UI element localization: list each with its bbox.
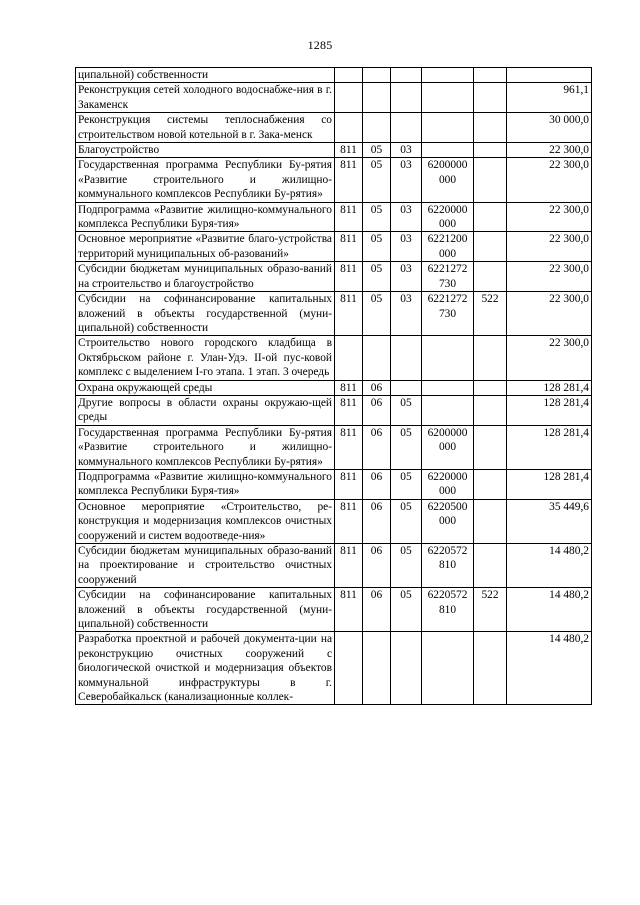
- section-code-cell: [363, 68, 391, 83]
- amount-cell: 128 281,4: [507, 395, 592, 425]
- ministry-code-cell: 811: [335, 380, 363, 395]
- expense-type-cell: [474, 113, 507, 143]
- target-article-cell: 6221272 730: [422, 262, 474, 292]
- expense-type-cell: [474, 83, 507, 113]
- expense-type-cell: [474, 499, 507, 543]
- expense-type-cell: [474, 202, 507, 232]
- target-article-cell: [422, 83, 474, 113]
- section-code-cell: 06: [363, 588, 391, 632]
- table-row: [76, 83, 592, 113]
- item-name-cell: Государственная программа Республики Бу-рятия «Развитие строительного и жилищно-коммунального комплексов Республики Бу-рятия»: [76, 425, 335, 469]
- ministry-code-cell: 811: [335, 469, 363, 499]
- item-name-cell: Реконструкция системы теплоснабжения со строительством новой котельной в г. Зака-менск: [76, 113, 335, 143]
- item-name-cell: Субсидии бюджетам муниципальных образо-ваний на проектирование и строительство очистных сооружений: [76, 544, 335, 588]
- subsection-code-cell: 03: [391, 262, 422, 292]
- ministry-code-cell: 811: [335, 158, 363, 202]
- table-row: [76, 262, 592, 292]
- target-article-cell: [422, 143, 474, 158]
- subsection-code-cell: 03: [391, 292, 422, 336]
- amount-cell: 14 480,2: [507, 632, 592, 705]
- item-name-cell: Основное мероприятие «Развитие благо-устройства территорий муниципальных об-разований»: [76, 232, 335, 262]
- ministry-code-cell: [335, 336, 363, 380]
- item-name-cell: Основное мероприятие «Строительство, ре-конструкция и модернизация комплексов очистных сооружений и систем водоотведе-ния»: [76, 499, 335, 543]
- amount-cell: 30 000,0: [507, 113, 592, 143]
- expense-type-cell: [474, 143, 507, 158]
- ministry-code-cell: 811: [335, 292, 363, 336]
- subsection-code-cell: 05: [391, 425, 422, 469]
- table-row: [76, 425, 592, 469]
- section-code-cell: 05: [363, 232, 391, 262]
- target-article-cell: 6220000 000: [422, 202, 474, 232]
- target-article-cell: [422, 632, 474, 705]
- item-name-cell: Охрана окружающей среды: [76, 380, 335, 395]
- target-article-cell: 6221200 000: [422, 232, 474, 262]
- item-name-cell: Субсидии бюджетам муниципальных образо-ваний на строительство и благоустройство: [76, 262, 335, 292]
- item-name-cell: Подпрограмма «Развитие жилищно-коммунального комплекса Республики Буря-тия»: [76, 202, 335, 232]
- amount-cell: 128 281,4: [507, 469, 592, 499]
- section-code-cell: 06: [363, 380, 391, 395]
- ministry-code-cell: 811: [335, 202, 363, 232]
- target-article-cell: 6220000 000: [422, 469, 474, 499]
- target-article-cell: 6221272 730: [422, 292, 474, 336]
- budget-table-body: [76, 68, 592, 705]
- amount-cell: 961,1: [507, 83, 592, 113]
- ministry-code-cell: 811: [335, 544, 363, 588]
- section-code-cell: [363, 632, 391, 705]
- section-code-cell: [363, 113, 391, 143]
- expense-type-cell: [474, 262, 507, 292]
- subsection-code-cell: [391, 380, 422, 395]
- amount-cell: 22 300,0: [507, 292, 592, 336]
- section-code-cell: [363, 83, 391, 113]
- expense-type-cell: [474, 544, 507, 588]
- table-row: [76, 113, 592, 143]
- table-row: [76, 336, 592, 380]
- target-article-cell: [422, 380, 474, 395]
- item-name-cell: ципальной) собственности: [76, 68, 335, 83]
- target-article-cell: [422, 395, 474, 425]
- target-article-cell: [422, 336, 474, 380]
- ministry-code-cell: 811: [335, 232, 363, 262]
- amount-cell: 22 300,0: [507, 143, 592, 158]
- item-name-cell: Строительство нового городского кладбища в Октябрьском районе г. Улан-Удэ. II-ой пус-ковой комплекс с выделением I-го этапа. 1 этап. 3 очередь: [76, 336, 335, 380]
- table-row: [76, 632, 592, 705]
- expense-type-cell: [474, 232, 507, 262]
- amount-cell: 35 449,6: [507, 499, 592, 543]
- expense-type-cell: [474, 469, 507, 499]
- expense-type-cell: [474, 336, 507, 380]
- subsection-code-cell: [391, 68, 422, 83]
- subsection-code-cell: 03: [391, 143, 422, 158]
- item-name-cell: Разработка проектной и рабочей документа-ции на реконструкцию очистных сооружений с биологической очисткой и модернизация объектов коммунальной инфраструктуры в г. Северобайкальск (канализационные коллек-: [76, 632, 335, 705]
- amount-cell: 22 300,0: [507, 158, 592, 202]
- subsection-code-cell: 03: [391, 158, 422, 202]
- table-row: [76, 544, 592, 588]
- subsection-code-cell: 03: [391, 232, 422, 262]
- subsection-code-cell: 05: [391, 544, 422, 588]
- table-row: [76, 499, 592, 543]
- table-row: [76, 380, 592, 395]
- expense-type-cell: 522: [474, 292, 507, 336]
- table-row: [76, 588, 592, 632]
- table-row: [76, 469, 592, 499]
- target-article-cell: 6220500 000: [422, 499, 474, 543]
- ministry-code-cell: 811: [335, 143, 363, 158]
- item-name-cell: Реконструкция сетей холодного водоснабже-ния в г. Закаменск: [76, 83, 335, 113]
- amount-cell: 14 480,2: [507, 588, 592, 632]
- amount-cell: [507, 68, 592, 83]
- section-code-cell: 05: [363, 262, 391, 292]
- target-article-cell: 6220572 810: [422, 544, 474, 588]
- subsection-code-cell: 05: [391, 588, 422, 632]
- section-code-cell: 06: [363, 395, 391, 425]
- amount-cell: 22 300,0: [507, 202, 592, 232]
- table-row: [76, 232, 592, 262]
- amount-cell: 22 300,0: [507, 232, 592, 262]
- amount-cell: 22 300,0: [507, 262, 592, 292]
- item-name-cell: Субсидии на софинансирование капитальных вложений в объекты государственной (муни-ципальной) собственности: [76, 588, 335, 632]
- ministry-code-cell: 811: [335, 262, 363, 292]
- section-code-cell: 05: [363, 158, 391, 202]
- section-code-cell: 05: [363, 202, 391, 232]
- subsection-code-cell: [391, 113, 422, 143]
- item-name-cell: Субсидии на софинансирование капитальных вложений в объекты государственной (муни-ципальной) собственности: [76, 292, 335, 336]
- expense-type-cell: [474, 425, 507, 469]
- section-code-cell: [363, 336, 391, 380]
- amount-cell: 128 281,4: [507, 380, 592, 395]
- expense-type-cell: [474, 158, 507, 202]
- subsection-code-cell: 05: [391, 469, 422, 499]
- section-code-cell: 06: [363, 425, 391, 469]
- budget-table: [75, 67, 592, 705]
- ministry-code-cell: 811: [335, 588, 363, 632]
- subsection-code-cell: 05: [391, 499, 422, 543]
- subsection-code-cell: [391, 632, 422, 705]
- table-row: [76, 292, 592, 336]
- ministry-code-cell: 811: [335, 425, 363, 469]
- target-article-cell: 6220572 810: [422, 588, 474, 632]
- table-row: [76, 158, 592, 202]
- ministry-code-cell: [335, 632, 363, 705]
- subsection-code-cell: [391, 83, 422, 113]
- item-name-cell: Другие вопросы в области охраны окружаю-щей среды: [76, 395, 335, 425]
- ministry-code-cell: 811: [335, 499, 363, 543]
- table-row: [76, 395, 592, 425]
- item-name-cell: Государственная программа Республики Бу-рятия «Развитие строительного и жилищно-коммунального комплексов Республики Бу-рятия»: [76, 158, 335, 202]
- section-code-cell: 06: [363, 469, 391, 499]
- target-article-cell: [422, 113, 474, 143]
- amount-cell: 22 300,0: [507, 336, 592, 380]
- section-code-cell: 06: [363, 544, 391, 588]
- expense-type-cell: 522: [474, 588, 507, 632]
- expense-type-cell: [474, 68, 507, 83]
- expense-type-cell: [474, 395, 507, 425]
- subsection-code-cell: [391, 336, 422, 380]
- table-row: [76, 202, 592, 232]
- target-article-cell: 6200000 000: [422, 158, 474, 202]
- table-row: [76, 143, 592, 158]
- item-name-cell: Благоустройство: [76, 143, 335, 158]
- page-number: 1285: [307, 38, 333, 52]
- section-code-cell: 06: [363, 499, 391, 543]
- amount-cell: 128 281,4: [507, 425, 592, 469]
- ministry-code-cell: [335, 68, 363, 83]
- ministry-code-cell: [335, 113, 363, 143]
- amount-cell: 14 480,2: [507, 544, 592, 588]
- ministry-code-cell: 811: [335, 395, 363, 425]
- ministry-code-cell: [335, 83, 363, 113]
- subsection-code-cell: 05: [391, 395, 422, 425]
- subsection-code-cell: 03: [391, 202, 422, 232]
- expense-type-cell: [474, 380, 507, 395]
- expense-type-cell: [474, 632, 507, 705]
- item-name-cell: Подпрограмма «Развитие жилищно-коммунального комплекса Республики Буря-тия»: [76, 469, 335, 499]
- target-article-cell: [422, 68, 474, 83]
- section-code-cell: 05: [363, 143, 391, 158]
- table-row: [76, 68, 592, 83]
- target-article-cell: 6200000 000: [422, 425, 474, 469]
- section-code-cell: 05: [363, 292, 391, 336]
